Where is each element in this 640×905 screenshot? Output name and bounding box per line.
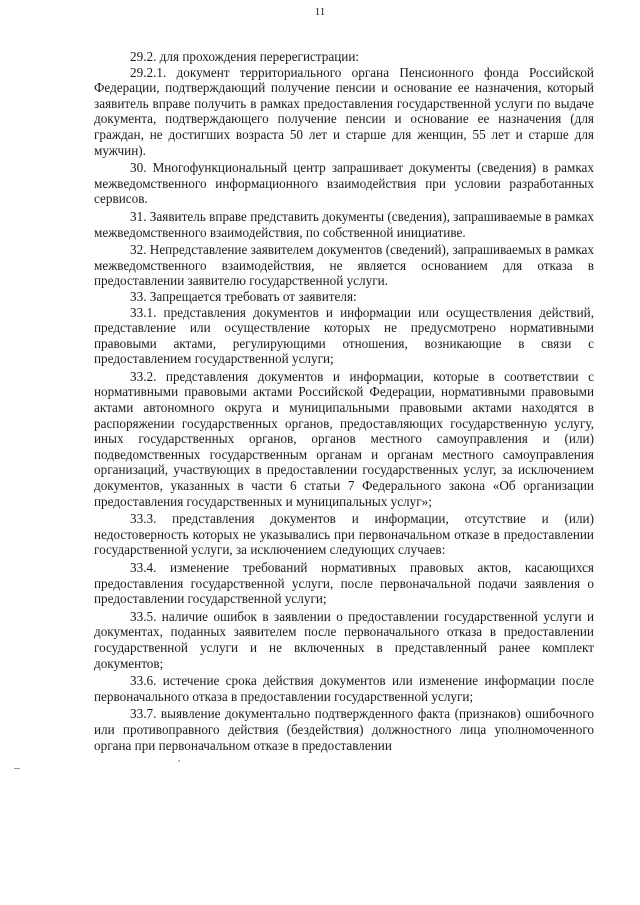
paragraph-33-2: 33.2. представления документов и информации, которые в соответствии с нормативными правовыми актами Российской Федерации, нормативными правовыми актами автономного округа и муниципальными правовыми актами находятся в распоряжении государственных органов, предоставляющих государственную услугу, иных государственных органов, органов местного самоуправления и (или) подведомственных государственным органам и органам местного самоуправления организаций, участвующих в предоставлении государственных услуг, за исключением документов, указанных в части 6 статьи 7 Федерального закона «Об организации предоставления государственных и муниципальных услуг»; (94, 368, 594, 509)
paragraph-29-2: 29.2. для прохождения перерегистрации: (130, 49, 360, 64)
paragraph-33-3: 33.3. представления документов и информации, отсутствие и (или) недостоверность которых не указывались при первоначальном отказе в предоставлении государственной услуги, за исключением следующих случаев: (94, 511, 594, 558)
paragraph-33-1: 33.1. представления документов и информации или осуществления действий, представление или осуществление которых не предусмотрено нормативными правовыми актами, регулирующими отношения, возникающие в связи с предоставлением государственной услуги; (94, 304, 594, 367)
paragraph-33-4: 33.4. изменение требований нормативных правовых актов, касающихся предоставления государственной услуги, после первоначальной подачи заявления о предоставлении государственной услуги; (94, 560, 594, 607)
scan-speck (178, 760, 180, 762)
page-number: 11 (314, 6, 326, 18)
scan-margin-mark (14, 768, 20, 769)
paragraph-31: 31. Заявитель вправе представить документы (сведения), запрашиваемые в рамках межведомственного взаимодействия, по собственной инициативе. (94, 208, 594, 240)
paragraph-29-2-1: 29.2.1. документ территориального органа Пенсионного фонда Российской Федерации, подтверждающий получение пенсии и основание ее назначения, который заявитель вправе получить в рамках предоставления государственной услуги по выдаче документа, подтверждающего получение пенсии и основание ее назначения (для граждан, не достигших возраста 50 лет и старше для женщин, 55 лет и старше для мужчин). (94, 64, 594, 158)
paragraph-32: 32. Непредставление заявителем документов (сведений), запрашиваемых в рамках межведомственного взаимодействия, не является основанием для отказа в предоставлении заявителю государственной услуги. (94, 242, 594, 289)
document-body (94, 49, 594, 753)
paragraph-30: 30. Многофункциональный центр запрашивает документы (сведения) в рамках межведомственного информационного взаимодействия при условии разработанных сервисов. (94, 160, 594, 207)
paragraph-33-6: 33.6. истечение срока действия документов или изменение информации после первоначального отказа в предоставлении государственной услуги; (94, 673, 594, 704)
paragraph-33-7: 33.7. выявление документально подтвержденного факта (признаков) ошибочного или противоправного действия (бездействия) должностного лица уполномоченного органа при первоначальном отказе в предоставлении (94, 706, 594, 753)
paragraph-33: 33. Запрещается требовать от заявителя: (130, 288, 357, 304)
paragraph-33-5: 33.5. наличие ошибок в заявлении о предоставлении государственной услуги и документах, поданных заявителем после первоначального отказа в предоставлении государственной услуги и не включенных в представленный ранее комплект документов; (94, 608, 594, 671)
